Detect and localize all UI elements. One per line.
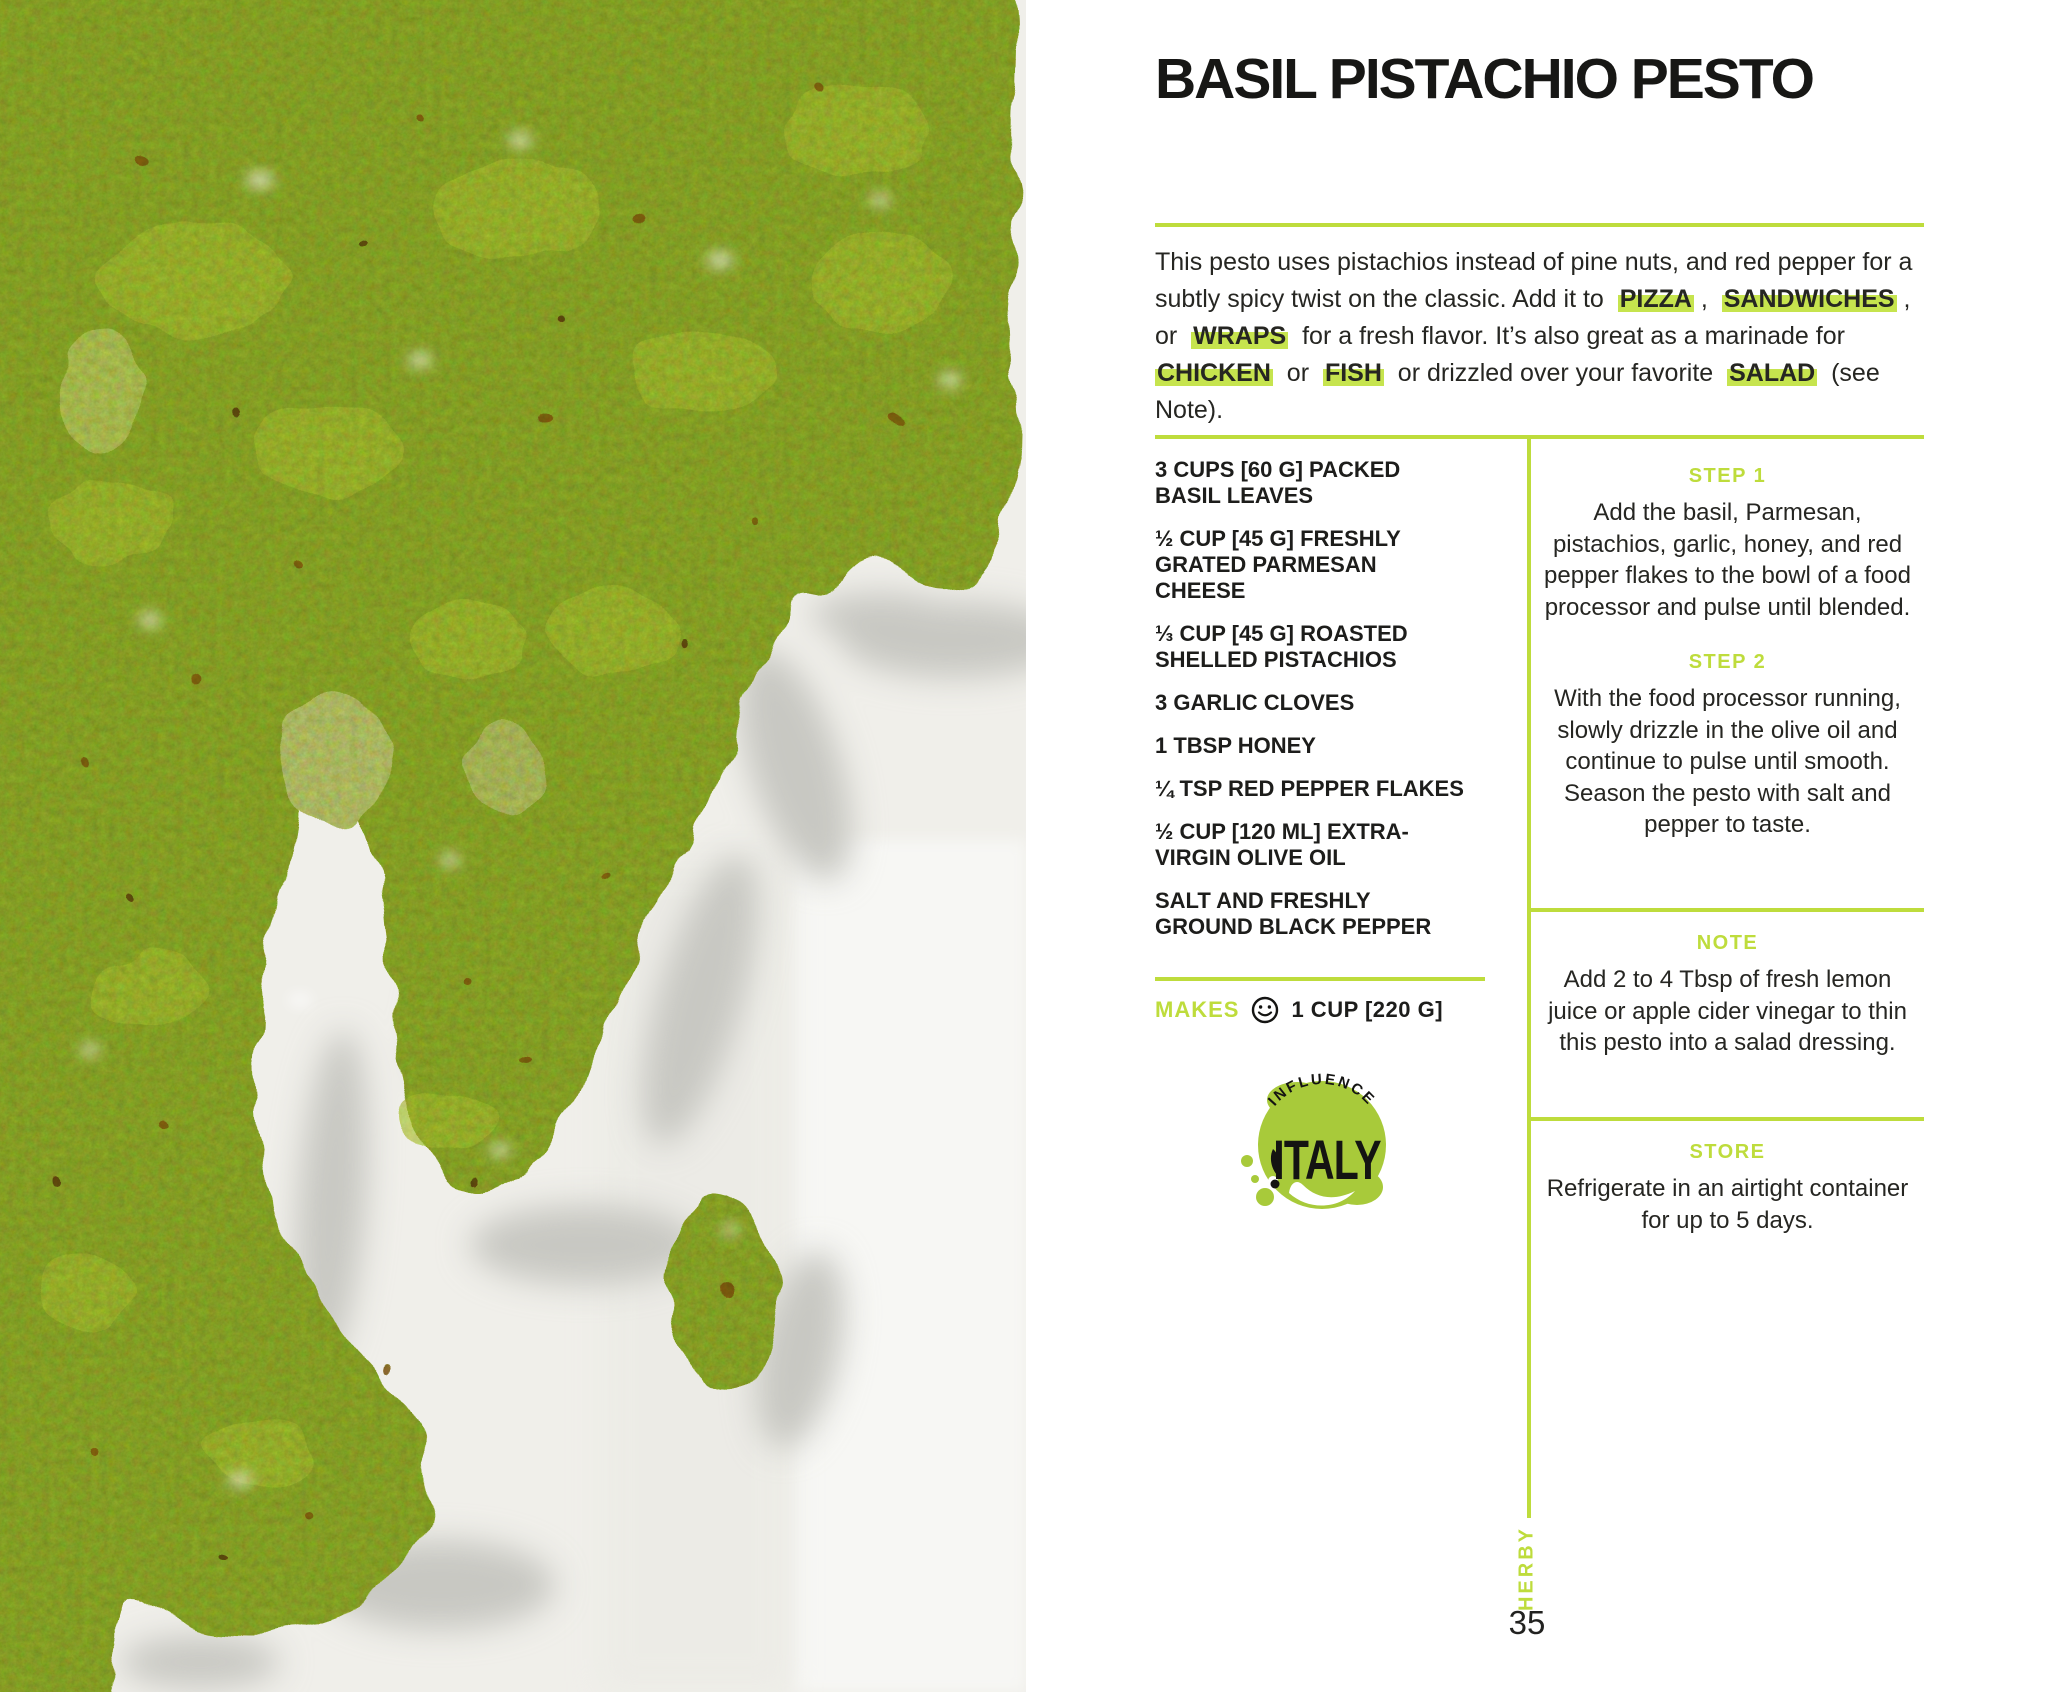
step-text: Add the basil, Parmesan, pistachios, garlic, honey, and red pepper flakes to the bowl of a food processor and pulse until blended. xyxy=(1544,499,1911,621)
store-text: Refrigerate in an airtight container for up to 5 days. xyxy=(1546,1175,1909,1234)
badge-arc-text: INFLUENCE xyxy=(1264,1070,1379,1110)
store-label: STORE xyxy=(1689,1141,1766,1163)
note-label: NOTE xyxy=(1696,932,1759,954)
intro-segment: PIZZA xyxy=(1619,285,1692,313)
recipe-columns xyxy=(1155,439,1924,1518)
ingredient-item: 3 CUPS [60 G] PACKED BASIL LEAVES xyxy=(1155,457,1401,508)
smiley-icon xyxy=(1250,995,1280,1025)
ingredients-column xyxy=(1155,439,1527,1518)
chapter-tab-label: HERBY xyxy=(1515,1526,1538,1612)
step-text: With the food processor running, slowly drizzle in the olive oil and continue to pulse until smooth. Season the pesto with salt and pepper to taste. xyxy=(1554,685,1901,838)
influence-badge xyxy=(1237,1065,1399,1227)
step xyxy=(1541,465,1914,623)
ingredient-item: ¼ TSP RED PEPPER FLAKES xyxy=(1155,776,1464,801)
steps-block xyxy=(1531,439,1924,908)
store-block xyxy=(1531,1117,1924,1518)
step-label: STEP 2 xyxy=(1688,651,1767,673)
page-title: BASIL PISTACHIO PESTO xyxy=(1155,47,1813,111)
chapter-tab xyxy=(1516,1526,1539,1611)
intro-segment: WRAPS xyxy=(1193,322,1287,350)
intro-segment: , xyxy=(1700,285,1715,313)
makes-label: MAKES xyxy=(1155,997,1240,1022)
step-label: STEP 1 xyxy=(1688,465,1767,487)
ingredient-item: ½ CUP [45 G] FRESHLY GRATED PARMESAN CHEESE xyxy=(1155,526,1401,603)
intro-paragraph xyxy=(1155,244,1924,429)
page-number: 35 xyxy=(1508,1604,1546,1641)
intro-segment: FISH xyxy=(1324,359,1382,387)
intro-segment: for a fresh flavor. It’s also great as a marinade for xyxy=(1295,322,1852,350)
intro-segment: CHICKEN xyxy=(1157,359,1271,387)
makes-divider xyxy=(1155,977,1485,981)
intro-segment: , or xyxy=(1155,285,1918,350)
influence-badge-graphic xyxy=(1237,1065,1399,1227)
steps-column xyxy=(1527,439,1924,1518)
intro-segment: or xyxy=(1279,359,1316,387)
ingredient-item: 3 GARLIC CLOVES xyxy=(1155,690,1355,715)
badge-country-text: ITALY xyxy=(1273,1129,1381,1192)
ingredient-item: ⅓ CUP [45 G] ROASTED SHELLED PISTACHIOS xyxy=(1155,621,1408,672)
recipe-content xyxy=(1155,0,1924,1692)
step xyxy=(1541,651,1914,841)
ingredient-item: ½ CUP [120 ML] EXTRA-VIRGIN OLIVE OIL xyxy=(1155,819,1409,870)
makes-value: 1 CUP [220 G] xyxy=(1291,997,1444,1022)
title-divider xyxy=(1155,223,1924,227)
ingredient-item: 1 TBSP HONEY xyxy=(1155,733,1316,758)
intro-segment: SALAD xyxy=(1729,359,1816,387)
ingredients-list xyxy=(1155,457,1469,940)
intro-segment: This pesto uses pistachios instead of pine nuts, and red pepper for a subtly spicy twist on the classic. Add it to xyxy=(1155,248,1920,313)
note-text: Add 2 to 4 Tbsp of fresh lemon juice or apple cider vinegar to thin this pesto into a salad dressing. xyxy=(1548,966,1907,1056)
ingredient-item: SALT AND FRESHLY GROUND BLACK PEPPER xyxy=(1155,888,1432,939)
intro-segment: (see Note). xyxy=(1155,359,1887,424)
intro-segment: SANDWICHES xyxy=(1723,285,1895,313)
makes-row xyxy=(1155,995,1443,1025)
intro-segment: or drizzled over your favorite xyxy=(1390,359,1721,387)
note-block xyxy=(1531,908,1924,1117)
